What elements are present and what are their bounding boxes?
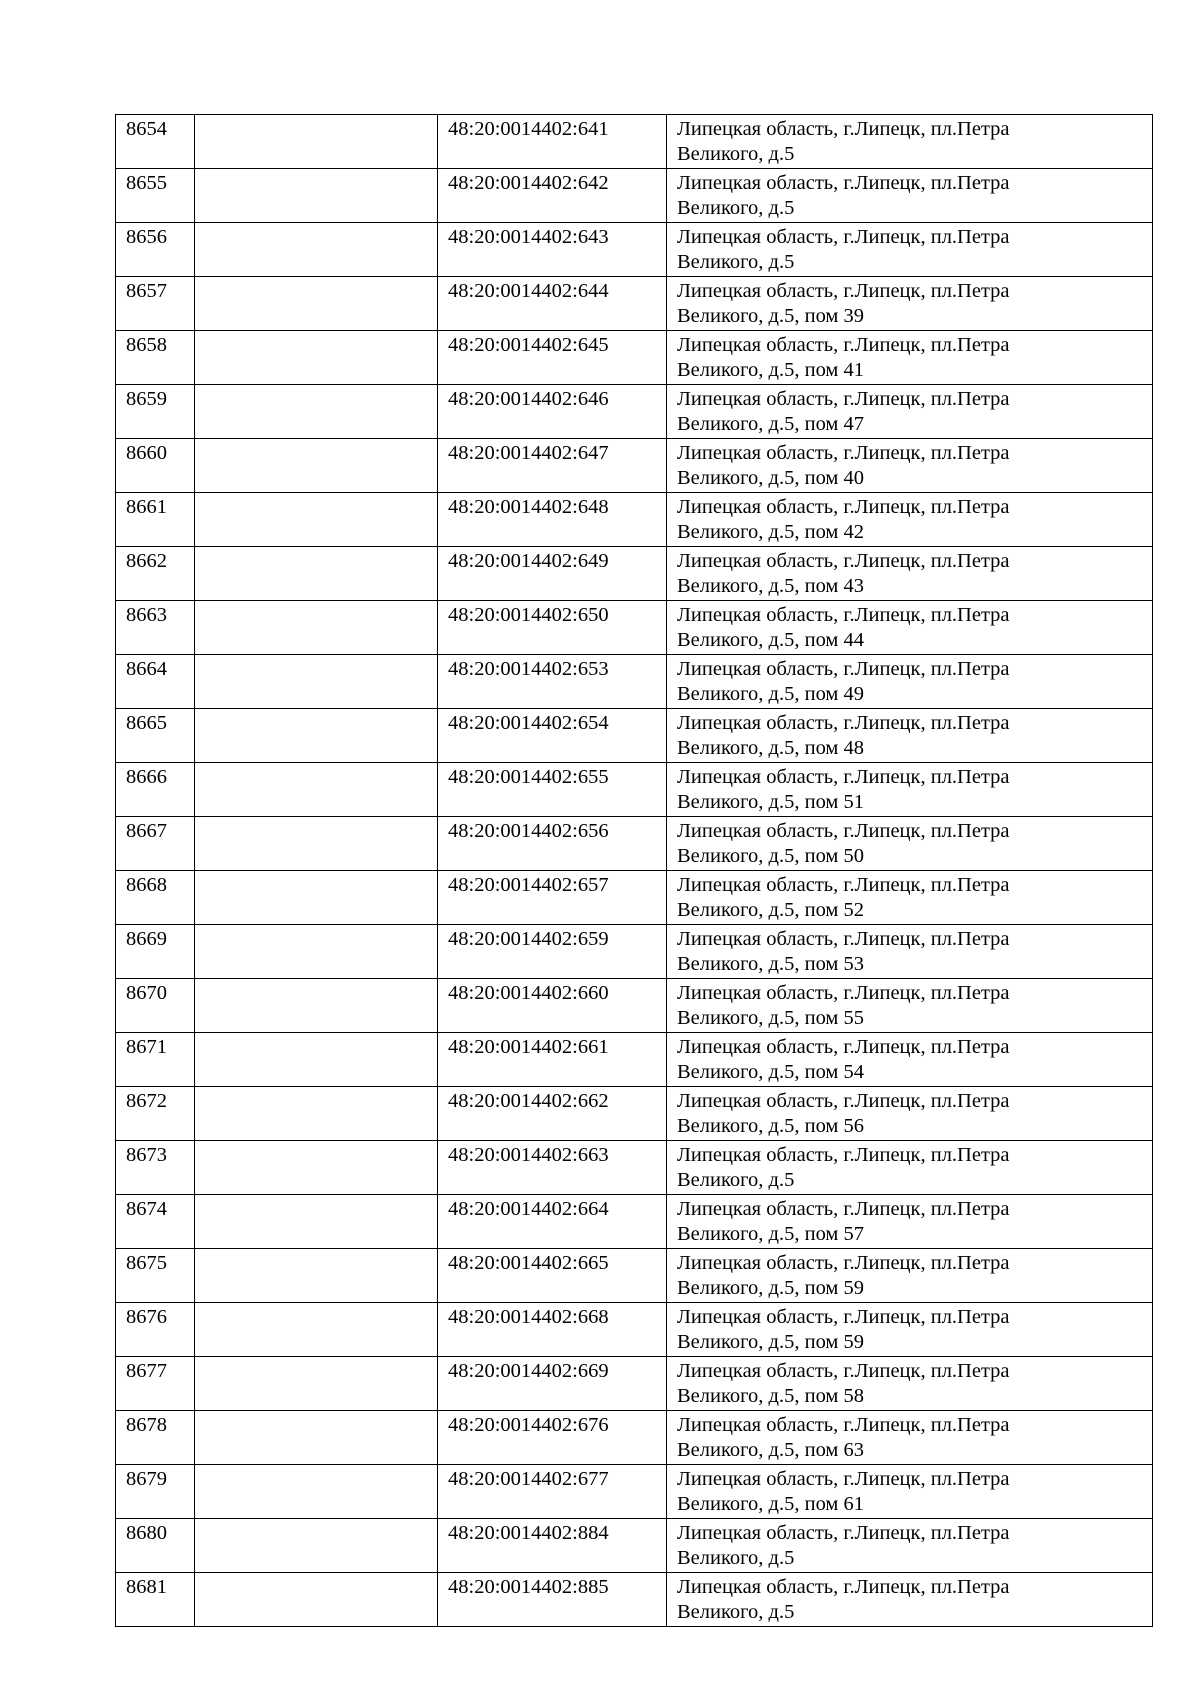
name-cell [195,1087,438,1141]
name-cell [195,1519,438,1573]
address-cell [667,277,1153,331]
address-line-1: Липецкая область, г.Липецк, пл.Петра [677,1576,1010,1598]
address-cell [667,223,1153,277]
name-cell [195,493,438,547]
table-row [116,601,1153,655]
row-number-cell: 8659 [116,385,195,439]
address-cell [667,871,1153,925]
cadastral-number-cell: 48:20:0014402:663 [438,1141,667,1195]
name-cell [195,1357,438,1411]
address-line-1: Липецкая область, г.Липецк, пл.Петра [677,1090,1010,1112]
address-cell [667,709,1153,763]
address-line-1: Липецкая область, г.Липецк, пл.Петра [677,172,1010,194]
row-number-cell: 8675 [116,1249,195,1303]
address-line-2: Великого, д.5, пом 43 [677,575,865,597]
address-cell [667,925,1153,979]
address-line-1: Липецкая область, г.Липецк, пл.Петра [677,1522,1010,1544]
address-line-1: Липецкая область, г.Липецк, пл.Петра [677,388,1010,410]
address-cell [667,493,1153,547]
name-cell [195,115,438,169]
address-line-1: Липецкая область, г.Липецк, пл.Петра [677,712,1010,734]
table-row [116,979,1153,1033]
table-row [116,1519,1153,1573]
name-cell [195,1303,438,1357]
row-number-cell: 8677 [116,1357,195,1411]
row-number-cell: 8672 [116,1087,195,1141]
table-row [116,115,1153,169]
address-line-2: Великого, д.5, пом 58 [677,1385,865,1407]
table-row [116,1033,1153,1087]
address-line-2: Великого, д.5, пом 61 [677,1493,865,1515]
name-cell [195,1249,438,1303]
address-cell [667,547,1153,601]
address-line-1: Липецкая область, г.Липецк, пл.Петра [677,442,1010,464]
address-line-2: Великого, д.5, пом 44 [677,629,865,651]
property-registry-table [115,114,1153,1627]
name-cell [195,709,438,763]
row-number-cell: 8670 [116,979,195,1033]
cadastral-number-cell: 48:20:0014402:654 [438,709,667,763]
name-cell [195,1411,438,1465]
table-row [116,1465,1153,1519]
cadastral-number-cell: 48:20:0014402:677 [438,1465,667,1519]
address-line-1: Липецкая область, г.Липецк, пл.Петра [677,550,1010,572]
address-line-1: Липецкая область, г.Липецк, пл.Петра [677,1144,1010,1166]
cadastral-number-cell: 48:20:0014402:656 [438,817,667,871]
address-line-1: Липецкая область, г.Липецк, пл.Петра [677,1252,1010,1274]
address-cell [667,1519,1153,1573]
cadastral-number-cell: 48:20:0014402:662 [438,1087,667,1141]
table-row [116,1411,1153,1465]
cadastral-number-cell: 48:20:0014402:653 [438,655,667,709]
name-cell [195,871,438,925]
row-number-cell: 8668 [116,871,195,925]
table-row [116,277,1153,331]
table-row [116,547,1153,601]
cadastral-number-cell: 48:20:0014402:655 [438,763,667,817]
address-line-2: Великого, д.5, пом 57 [677,1223,865,1245]
address-line-2: Великого, д.5, пом 53 [677,953,865,975]
table-row [116,223,1153,277]
address-cell [667,1411,1153,1465]
address-line-2: Великого, д.5, пом 59 [677,1331,865,1353]
address-line-1: Липецкая область, г.Липецк, пл.Петра [677,1414,1010,1436]
cadastral-number-cell: 48:20:0014402:650 [438,601,667,655]
address-line-2: Великого, д.5, пом 63 [677,1439,865,1461]
address-cell [667,115,1153,169]
address-line-1: Липецкая область, г.Липецк, пл.Петра [677,280,1010,302]
cadastral-number-cell: 48:20:0014402:665 [438,1249,667,1303]
row-number-cell: 8671 [116,1033,195,1087]
table-row [116,763,1153,817]
cadastral-number-cell: 48:20:0014402:885 [438,1573,667,1627]
name-cell [195,439,438,493]
address-line-1: Липецкая область, г.Липецк, пл.Петра [677,928,1010,950]
address-line-2: Великого, д.5, пом 50 [677,845,865,867]
row-number-cell: 8665 [116,709,195,763]
row-number-cell: 8654 [116,115,195,169]
row-number-cell: 8655 [116,169,195,223]
address-line-1: Липецкая область, г.Липецк, пл.Петра [677,982,1010,1004]
row-number-cell: 8678 [116,1411,195,1465]
address-cell [667,979,1153,1033]
address-line-1: Липецкая область, г.Липецк, пл.Петра [677,604,1010,626]
table-row [116,1573,1153,1627]
address-cell [667,1357,1153,1411]
name-cell [195,385,438,439]
cadastral-number-cell: 48:20:0014402:664 [438,1195,667,1249]
cadastral-number-cell: 48:20:0014402:647 [438,439,667,493]
address-line-1: Липецкая область, г.Липецк, пл.Петра [677,1468,1010,1490]
name-cell [195,331,438,385]
table-row [116,331,1153,385]
address-cell [667,385,1153,439]
table-row [116,925,1153,979]
address-cell [667,601,1153,655]
row-number-cell: 8669 [116,925,195,979]
address-line-2: Великого, д.5, пом 49 [677,683,865,705]
address-line-2: Великого, д.5 [677,1601,795,1623]
address-line-1: Липецкая область, г.Липецк, пл.Петра [677,226,1010,248]
row-number-cell: 8679 [116,1465,195,1519]
address-line-1: Липецкая область, г.Липецк, пл.Петра [677,1036,1010,1058]
name-cell [195,1141,438,1195]
cadastral-number-cell: 48:20:0014402:659 [438,925,667,979]
address-line-2: Великого, д.5, пом 59 [677,1277,865,1299]
name-cell [195,1465,438,1519]
address-line-2: Великого, д.5 [677,251,795,273]
cadastral-number-cell: 48:20:0014402:644 [438,277,667,331]
address-cell [667,1573,1153,1627]
row-number-cell: 8680 [116,1519,195,1573]
address-line-1: Липецкая область, г.Липецк, пл.Петра [677,874,1010,896]
row-number-cell: 8674 [116,1195,195,1249]
cadastral-number-cell: 48:20:0014402:643 [438,223,667,277]
name-cell [195,169,438,223]
address-cell [667,1249,1153,1303]
address-line-2: Великого, д.5, пом 40 [677,467,865,489]
table-row [116,385,1153,439]
cadastral-number-cell: 48:20:0014402:660 [438,979,667,1033]
table-row [116,1357,1153,1411]
row-number-cell: 8663 [116,601,195,655]
address-line-2: Великого, д.5, пом 48 [677,737,865,759]
address-cell [667,655,1153,709]
address-line-1: Липецкая область, г.Липецк, пл.Петра [677,658,1010,680]
address-cell [667,1087,1153,1141]
address-line-1: Липецкая область, г.Липецк, пл.Петра [677,496,1010,518]
address-line-2: Великого, д.5, пом 55 [677,1007,865,1029]
address-line-1: Липецкая область, г.Липецк, пл.Петра [677,820,1010,842]
address-cell [667,1033,1153,1087]
cadastral-number-cell: 48:20:0014402:884 [438,1519,667,1573]
row-number-cell: 8660 [116,439,195,493]
name-cell [195,277,438,331]
address-line-2: Великого, д.5, пом 56 [677,1115,865,1137]
registry-table-body [116,115,1153,1627]
row-number-cell: 8656 [116,223,195,277]
address-line-2: Великого, д.5, пом 42 [677,521,865,543]
address-line-1: Липецкая область, г.Липецк, пл.Петра [677,766,1010,788]
address-line-2: Великого, д.5, пом 41 [677,359,865,381]
address-cell [667,331,1153,385]
table-row [116,1141,1153,1195]
cadastral-number-cell: 48:20:0014402:669 [438,1357,667,1411]
cadastral-number-cell: 48:20:0014402:648 [438,493,667,547]
address-line-2: Великого, д.5, пом 52 [677,899,865,921]
name-cell [195,925,438,979]
table-row [116,871,1153,925]
address-cell [667,1141,1153,1195]
name-cell [195,655,438,709]
address-line-2: Великого, д.5 [677,1169,795,1191]
row-number-cell: 8664 [116,655,195,709]
row-number-cell: 8681 [116,1573,195,1627]
table-row [116,169,1153,223]
cadastral-number-cell: 48:20:0014402:641 [438,115,667,169]
name-cell [195,1033,438,1087]
row-number-cell: 8673 [116,1141,195,1195]
cadastral-number-cell: 48:20:0014402:661 [438,1033,667,1087]
table-row [116,709,1153,763]
address-cell [667,763,1153,817]
name-cell [195,1573,438,1627]
table-row [116,1303,1153,1357]
cadastral-number-cell: 48:20:0014402:649 [438,547,667,601]
cadastral-number-cell: 48:20:0014402:668 [438,1303,667,1357]
name-cell [195,817,438,871]
row-number-cell: 8658 [116,331,195,385]
cadastral-number-cell: 48:20:0014402:642 [438,169,667,223]
name-cell [195,1195,438,1249]
cadastral-number-cell: 48:20:0014402:646 [438,385,667,439]
table-row [116,1249,1153,1303]
address-line-2: Великого, д.5 [677,1547,795,1569]
row-number-cell: 8662 [116,547,195,601]
address-line-1: Липецкая область, г.Липецк, пл.Петра [677,1360,1010,1382]
table-row [116,1195,1153,1249]
table-row [116,655,1153,709]
name-cell [195,763,438,817]
name-cell [195,223,438,277]
address-line-1: Липецкая область, г.Липецк, пл.Петра [677,334,1010,356]
address-line-1: Липецкая область, г.Липецк, пл.Петра [677,1306,1010,1328]
address-line-2: Великого, д.5 [677,143,795,165]
address-cell [667,1195,1153,1249]
cadastral-number-cell: 48:20:0014402:645 [438,331,667,385]
address-cell [667,817,1153,871]
table-row [116,817,1153,871]
name-cell [195,547,438,601]
address-cell [667,439,1153,493]
address-cell [667,1465,1153,1519]
address-line-2: Великого, д.5, пом 51 [677,791,865,813]
row-number-cell: 8661 [116,493,195,547]
table-row [116,439,1153,493]
table-row [116,493,1153,547]
address-line-2: Великого, д.5 [677,197,795,219]
cadastral-number-cell: 48:20:0014402:657 [438,871,667,925]
row-number-cell: 8666 [116,763,195,817]
row-number-cell: 8657 [116,277,195,331]
address-line-1: Липецкая область, г.Липецк, пл.Петра [677,118,1010,140]
row-number-cell: 8676 [116,1303,195,1357]
name-cell [195,601,438,655]
address-cell [667,1303,1153,1357]
address-line-2: Великого, д.5, пом 54 [677,1061,865,1083]
table-row [116,1087,1153,1141]
address-line-1: Липецкая область, г.Липецк, пл.Петра [677,1198,1010,1220]
row-number-cell: 8667 [116,817,195,871]
address-line-2: Великого, д.5, пом 39 [677,305,865,327]
cadastral-number-cell: 48:20:0014402:676 [438,1411,667,1465]
name-cell [195,979,438,1033]
address-line-2: Великого, д.5, пом 47 [677,413,865,435]
address-cell [667,169,1153,223]
